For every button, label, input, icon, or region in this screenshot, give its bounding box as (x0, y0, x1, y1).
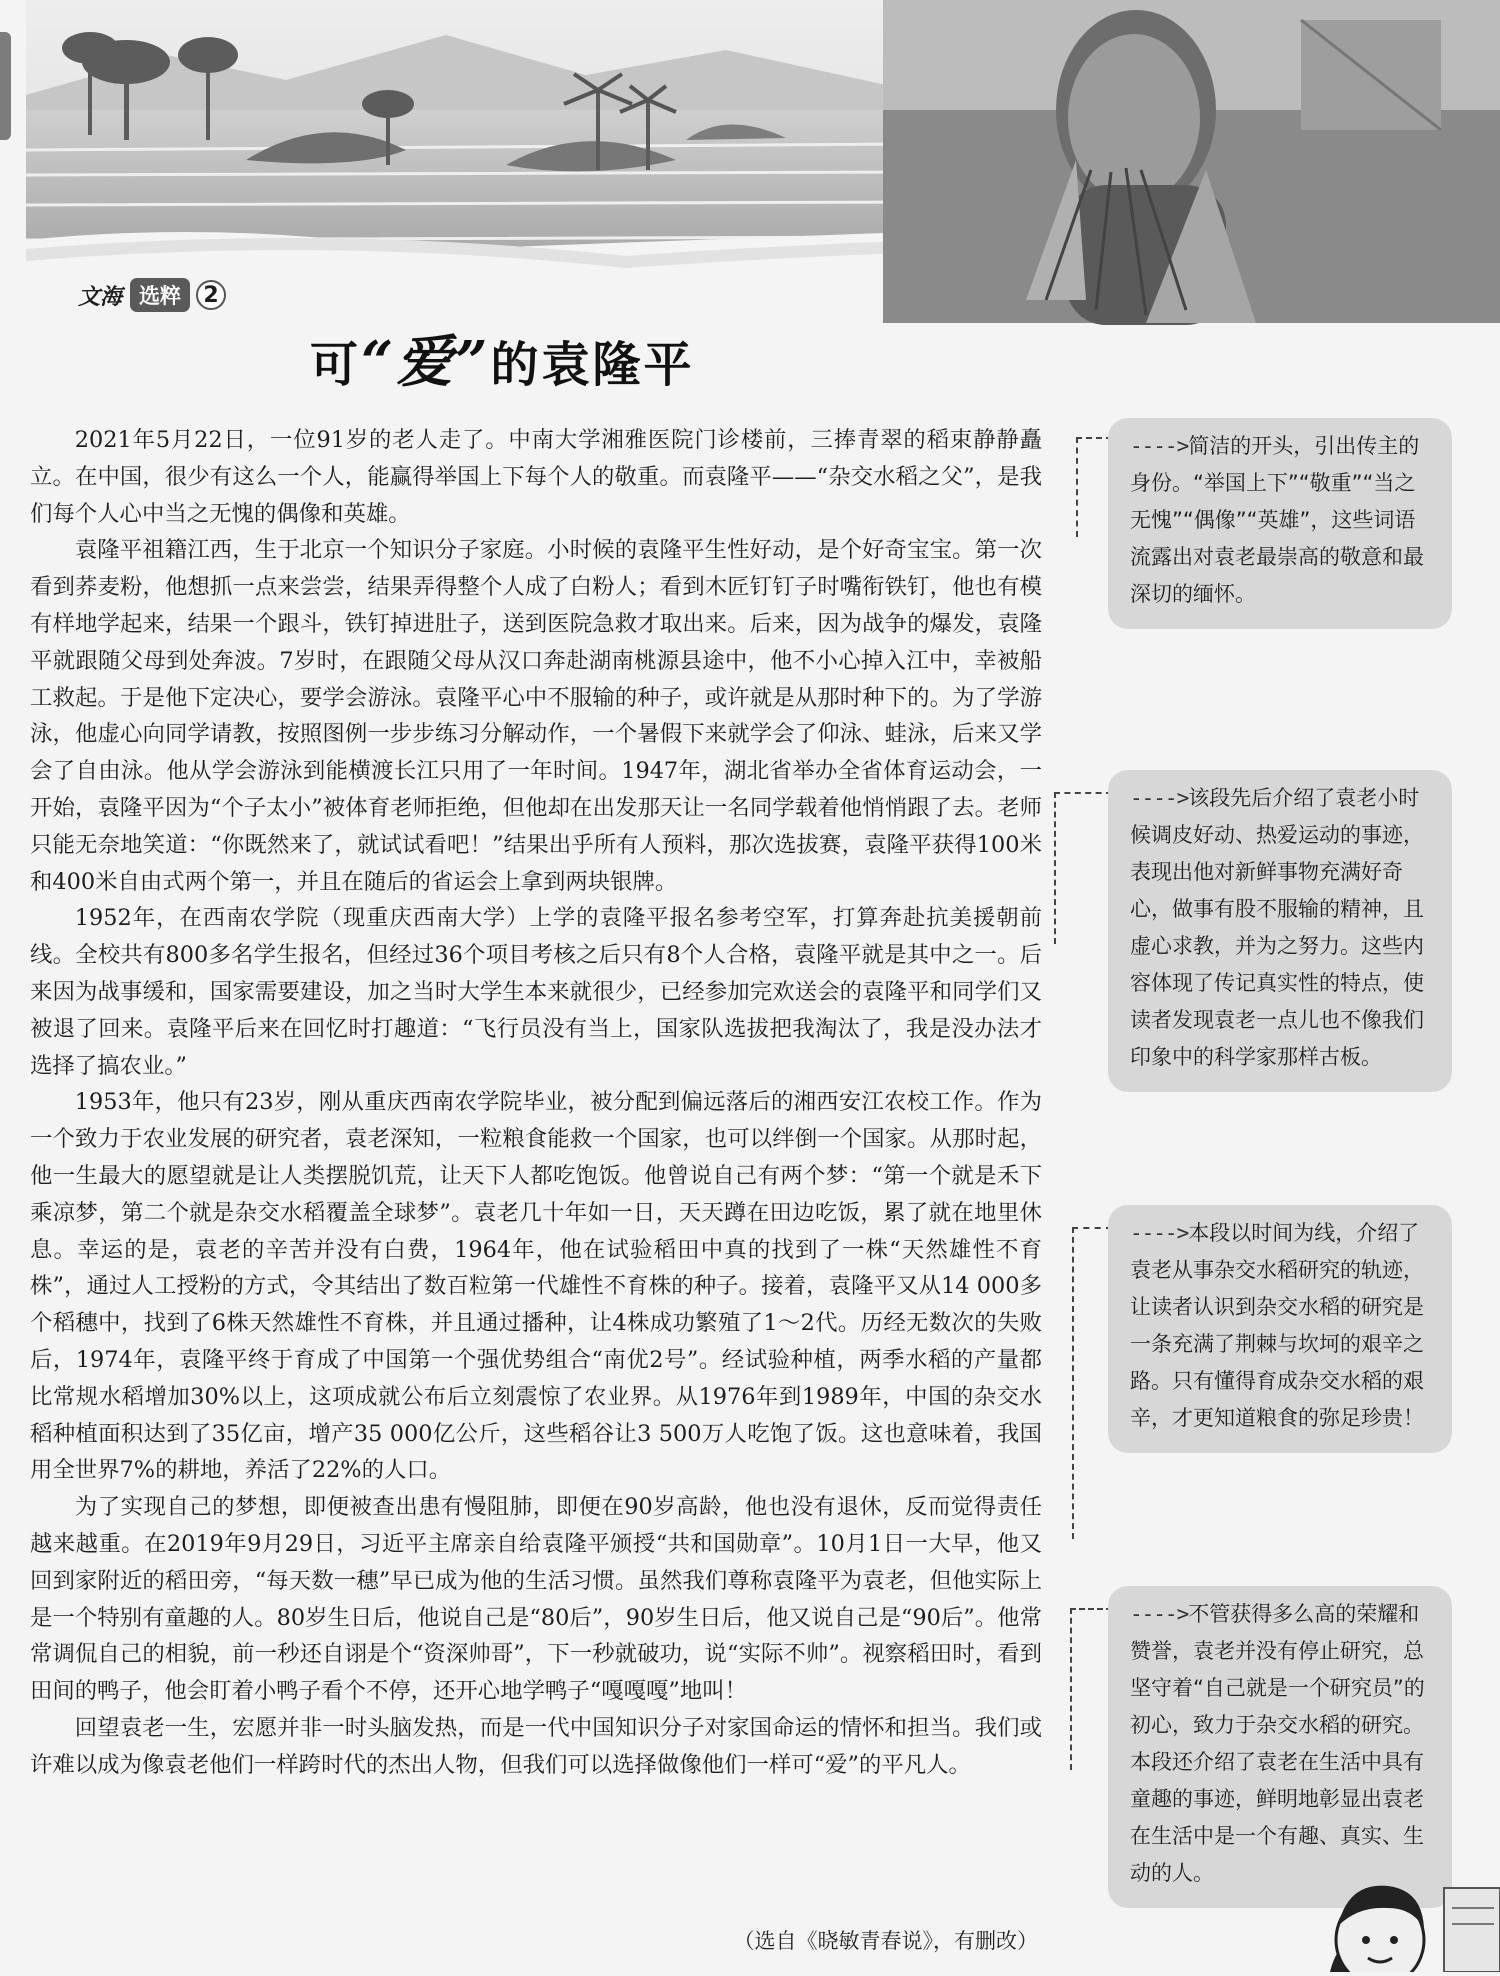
paragraph-1: 2021年5月22日，一位91岁的老人走了。中南大学湘雅医院门诊楼前，三捧青翠的稻束静静矗立。在中国，很少有这么一个人，能赢得举国上下每个人的敬重。而袁隆平——“杂交水稻之父”，是我们每个人心中当之无愧的偶像和英雄。 (30, 427, 1042, 527)
section-tag (66, 277, 226, 313)
paragraph-4: 1953年，他只有23岁，刚从重庆西南农学院毕业，被分配到偏远落后的湘西安江农校工作。作为一个致力于农业发展的研究者，袁老深知，一粒粮食能救一个国家，也可以绊倒一个国家。从那时起，他一生最大的愿望就是让人类摆脱饥荒，让天下人都吃饱饭。他曾说自己有两个梦：“第一个就是禾下乘凉梦，第二个就是杂交水稻覆盖全球梦”。袁老几十年如一日，天天蹲在田边吃饭，累了就在地里休息。幸运的是，袁老的辛苦并没有白费，1964年，他在试验稻田中真的找到了一株“天然雄性不育株”，通过人工授粉的方式，令其结出了数百粒第一代雄性不育株的种子。接着，袁隆平又从14 000多个稻穗中，找到了6株天然雄性不育株，并且通过播种，让4株成功繁殖了1～2代。历经无数次的失败后，1974年，袁隆平终于育成了中国第一个强优势组合“南优2号”。经试验种植，两季水稻的产量都比常规水稻增加30%以上，这项成就公布后立刻震惊了农业界。从1976年到1989年，中国的杂交水稻种植面积达到了35亿亩，增产35 000亿公斤，这些稻谷让3 500万人吃饱了饭。这也意味着，我国用全世界7%的耕地，养活了22%的人口。 (30, 1089, 1042, 1484)
arrow-marker: ----> (1130, 434, 1189, 458)
title-part: 的袁隆平 (490, 337, 695, 393)
article-body (30, 422, 1042, 1783)
annotation-text: 本段以时间为线，介绍了袁老从事杂交水稻研究的轨迹，让读者认识到杂交水稻的研究是一条充满了荆棘与坎坷的艰辛之路。只有懂得育成杂交水稻的艰辛，才更知道粮食的弥足珍贵！ (1130, 1221, 1424, 1430)
arrow-marker: ----> (1130, 1602, 1189, 1626)
annotation-2 (1108, 770, 1452, 1092)
annotation-text: 不管获得多么高的荣耀和赞誉，袁老并没有停止研究，总坚守着“自己就是一个研究员”的初心，致力于杂交水稻的研究。本段还介绍了袁老在生活中具有童趣的事迹，鲜明地彰显出袁老在生活中是一个有趣、真实、生动的人。 (1130, 1602, 1425, 1885)
connector-1 (1076, 437, 1112, 537)
section-tag-number: 2 (196, 280, 226, 310)
connector-2 (1054, 792, 1112, 944)
source-citation: （选自《晓敏青春说》，有删改） (733, 1929, 1038, 1953)
arrow-marker: ----> (1130, 1221, 1189, 1245)
paragraph-6: 回望袁老一生，宏愿并非一时头脑发热，而是一代中国知识分子对家国命运的情怀和担当。我们或许难以成为像袁老他们一样跨时代的杰出人物，但我们可以选择做像他们一样可“爱”的平凡人。 (30, 1714, 1042, 1778)
section-tag-box: 选粹 (130, 278, 190, 312)
paragraph-5: 为了实现自己的梦想，即便被查出患有慢阻肺，即便在90岁高龄，他也没有退休，反而觉得责任越来越重。在2019年9月29日，习近平主席亲自给袁隆平颁授“共和国勋章”。10月1日一大早，他又回到家附近的稻田旁，“每天数一穗”早已成为他的生活习惯。虽然我们尊称袁隆平为袁老，但他实际上是一个特别有童趣的人。80岁生日后，他说自己是“80后”，90岁生日后，他又说自己是“90后”。他常常调侃自己的相貌，前一秒还自诩是个“资深帅哥”，下一秒就破功，说“实际不帅”。视察稻田时，看到田间的鸭子，他会盯着小鸭子看个不停，还开心地学鸭子“嘎嘎嘎”地叫！ (30, 1494, 1042, 1705)
annotation-4 (1108, 1586, 1452, 1908)
paragraph-2: 袁隆平祖籍江西，生于北京一个知识分子家庭。小时候的袁隆平生性好动，是个好奇宝宝。第一次看到荞麦粉，他想抓一点来尝尝，结果弄得整个人成了白粉人；看到木匠钉钉子时嘴衔铁钉，他也有模有样地学起来，结果一个跟斗，铁钉掉进肚子，送到医院急救才取出来。后来，因为战争的爆发，袁隆平就跟随父母到处奔波。7岁时，在跟随父母从汉口奔赴湖南桃源县途中，他不小心掉入江中，幸被船工救起。于是他下定决心，要学会游泳。袁隆平心中不服输的种子，或许就是从那时种下的。为了学游泳，他虚心向同学请教，按照图例一步步练习分解动作，一个暑假下来就学会了仰泳、蛙泳，后来又学会了自由泳。他从学会游泳到能横渡长江只用了一年时间。1947年，湖北省举办全省体育运动会，一开始，袁隆平因为“个子太小”被体育老师拒绝，但他却在出发那天让一名同学载着他悄悄跟了去。老师只能无奈地笑道：“你既然来了，就试试看吧！”结果出乎所有人预料，那次选拔赛，袁隆平获得100米和400米自由式两个第一，并且在随后的省运会上拿到两块银牌。 (30, 537, 1042, 895)
section-tag-script: 文海 (78, 283, 123, 310)
article-title (310, 318, 694, 398)
annotation-1 (1108, 418, 1452, 629)
connector-3 (1072, 1227, 1112, 1539)
connector-4 (1070, 1608, 1112, 1770)
cartoon-boy-illustration (1318, 1868, 1500, 1972)
title-part: 可 (310, 337, 362, 393)
annotation-text: 该段先后介绍了袁老小时候调皮好动、热爱运动的事迹，表现出他对新鲜事物充满好奇心，做事有股不服输的精神，且虚心求教，并为之努力。这些内容体现了传记真实性的特点，使读者发现袁老一点儿也不像我们印象中的科学家那样古板。 (1130, 786, 1424, 1069)
page-edge-tab (0, 32, 11, 140)
title-emphasis: “爱” (361, 329, 491, 395)
paragraph-3: 1952年，在西南农学院（现重庆西南大学）上学的袁隆平报名参考空军，打算奔赴抗美援朝前线。全校共有800多名学生报名，但经过36个项目考核之后只有8个人合格，袁隆平就是其中之一。后来因为战事缓和，国家需要建设，加之当时大学生本来就很少，已经参加完欢送会的袁隆平和同学们又被退了回来。袁隆平后来在回忆时打趣道：“飞行员没有当上，国家队选拔把我淘汰了，我是没办法才选择了搞农业。” (30, 905, 1042, 1079)
annotation-3 (1108, 1205, 1452, 1453)
header-illustration (26, 0, 1500, 405)
annotation-text: 简洁的开头，引出传主的身份。“举国上下”“敬重”“当之无愧”“偶像”“英雄”，这些词语流露出对袁老最崇高的敬意和最深切的缅怀。 (1130, 434, 1424, 606)
arrow-marker: ----> (1130, 786, 1189, 810)
